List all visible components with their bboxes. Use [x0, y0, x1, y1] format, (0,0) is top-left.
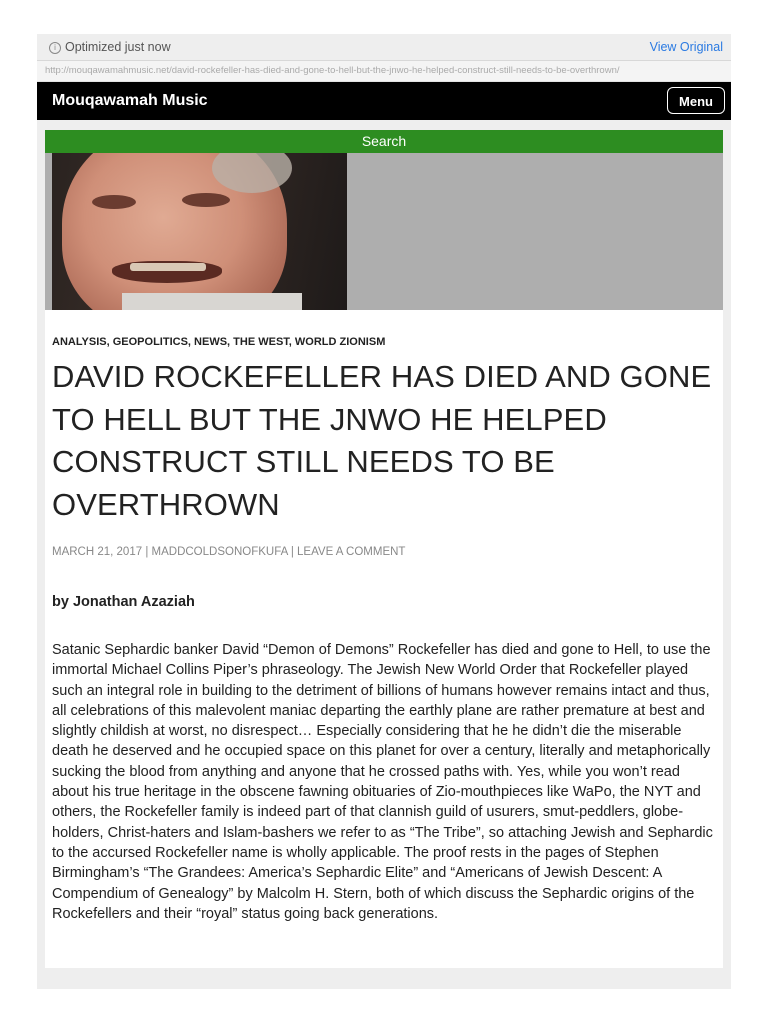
- page-url: http://mouqawamahmusic.net/david-rockefeller-has-died-and-gone-to-hell-but-the-jnwo-he-helped-construct-still-needs-to-be-overthrown/: [45, 65, 620, 76]
- view-original-link[interactable]: View Original: [649, 40, 723, 54]
- info-icon: i: [49, 42, 61, 54]
- photo-eye-right: [182, 193, 230, 207]
- optimization-status: [49, 40, 171, 54]
- category-link[interactable]: ANALYSIS: [52, 336, 107, 348]
- article-title: DAVID ROCKEFELLER HAS DIED AND GONE TO HELL BUT THE JNWO HE HELPED CONSTRUCT STILL NEEDS TO BE OVERTHROWN: [52, 359, 712, 522]
- leave-comment-link[interactable]: LEAVE A COMMENT: [297, 546, 406, 558]
- photo-eye-left: [92, 195, 136, 209]
- category-link[interactable]: WORLD ZIONISM: [294, 336, 386, 348]
- featured-photo: [52, 153, 347, 310]
- photo-teeth: [130, 263, 206, 271]
- category-link[interactable]: THE WEST: [233, 336, 289, 348]
- category-link[interactable]: GEOPOLITICS: [112, 336, 188, 348]
- main-content: [45, 130, 723, 968]
- optimization-status-text: Optimized just now: [65, 40, 171, 54]
- article-meta: MARCH 21, 2017 | MADDCOLDSONOFKUFA | LEAVE A COMMENT: [52, 546, 406, 558]
- photo-collar: [122, 293, 302, 310]
- page-frame: [37, 34, 731, 989]
- article-author[interactable]: MADDCOLDSONOFKUFA: [151, 546, 288, 558]
- category-link[interactable]: NEWS: [194, 336, 228, 348]
- article-byline: by Jonathan Azaziah: [52, 594, 195, 610]
- url-bar: [37, 61, 731, 82]
- search-button[interactable]: Search: [45, 130, 723, 153]
- article-body: Satanic Sephardic banker David “Demon of Demons” Rockefeller has died and gone to Hell, to use the immortal Michael Collins Piper’s phraseology. The Jewish New World Order that Rockefeller played such an integral role in building to the detriment of billions of humans however remains intact and thus, all celebrations of this malevolent maniac departing the earthly plane are rather premature at best and slightly childish at worst, no disrespect… Especially considering that he he didn’t die the miserable death he deserved and he occupied space on this planet for over a century, literally and metaphorically sucking the blood from anything and anyone that he crossed paths with. Yes, while you won’t read about his true heritage in the obscene fawning obituaries of Zio-mouthpieces like WaPo, the NYT and others, the Rockefeller family is indeed part of that clannish guild of usurers, smut-peddlers, globe-holders, Christ-haters and Islam-bashers we refer to as “The Tribe”, so attaching Jewish and Sephardic to the accursed Rockefeller name is wholly applicable. The proof rests in the pages of Stephen Birmingham’s “The Grandees: America’s Sephardic Elite” and “Americans of Jewish Descent: A Compendium of Genealogy” by Malcolm H. Stern, both of which discuss the Sephardic origins of the Rockefellers and their “royal” status going back generations.: [52, 642, 713, 922]
- menu-button[interactable]: Menu: [667, 87, 725, 114]
- site-title[interactable]: Mouqawamah Music: [52, 92, 208, 109]
- optimization-bar: [37, 34, 731, 61]
- article-date[interactable]: MARCH 21, 2017: [52, 546, 143, 558]
- category-list: ANALYSIS, GEOPOLITICS, NEWS, THE WEST, WORLD ZIONISM: [52, 336, 386, 348]
- site-header: [37, 82, 731, 120]
- featured-image-area: [45, 153, 723, 310]
